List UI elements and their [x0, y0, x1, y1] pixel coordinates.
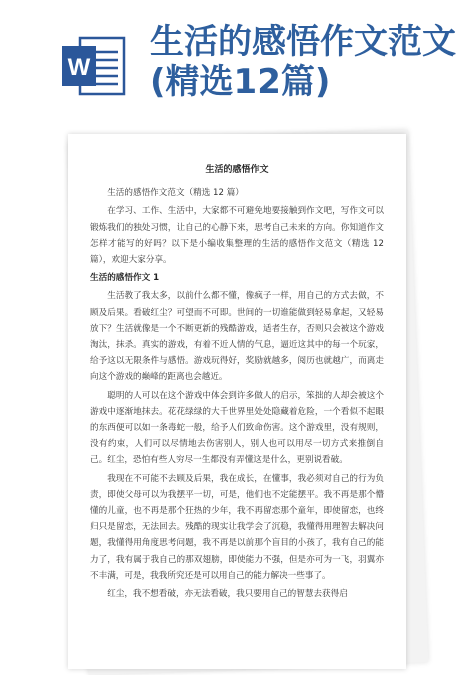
document-subtitle: 生活的感悟作文范文（精选 12 篇）	[107, 188, 244, 199]
banner-title: 生活的感悟作文范文(精选12篇)	[150, 22, 456, 102]
intro-paragraph: 在学习、工作、生活中，大家都不可避免地要接触到作文吧，写作文可以锻炼我们的独处习惯，让自己的心静下来，思考自己未来的方向。你知道作文怎样才能写的好吗？以下是小编收集整理的生活的感悟作文范文（精选 12 篇），欢迎大家分享。	[90, 206, 384, 266]
document-page	[68, 134, 406, 669]
document-body	[90, 162, 384, 604]
body-paragraph: 我现在不可能不去顾及后果，我在成长，在懂事，我必须对自己的行为负责，即使父母可以为我摆平一切，可是，他们也不定能摆平。我不再是那个懵懂的儿童，也不再是那个狂热的少年，我不再留恋那个童年，即使留恋，也终归只是留恋，无法回去。残酷的现实让我学会了沉稳，我懂得用理智去解决问题，我懂得用角度思考问题，我不再是以前那个盲目的小孩了，我有自己的能力了，我有属于我自己的那双翅膀，即使能力不强，但是亦可为一飞，羽翼亦不丰满，可是，我我所究还是可以用自己的能力解决一些事了。	[90, 473, 384, 581]
body-paragraph: 生活教了我太多，以前什么都不懂，像疯子一样，用自己的方式去做，不顾及后果。看破红尘？可望而不可即。世间的一切谁能做到轻易拿起，又轻易放下？生活就像是一个不断更新的残酷游戏，适者生存，否则只会被这个游戏淘汰，抹杀。真实的游戏，有着不近人情的气息，逼近这其中的每一个玩家，给予这以无限条件与感悟。游戏玩得好，奖励就越多，阅历也就越广，而离走向这个游戏的巅峰的距离也会越近。	[90, 291, 384, 383]
body-paragraph: 聪明的人可以在这个游戏中体会到许多做人的启示，笨拙的人却会被这个游戏中逐渐地抹去。花花绿绿的大千世界里处处隐藏着危险，一个看似不起眼的东西便可以如一条毒蛇一般，给予人们致命伤害。这个游戏里，没有规则，没有约束，人们可以尽情地去伤害别人，别人也可以用尽一切方式来推倒自己。红尘，恐怕有些人穷尽一生都没有弄懂这是什么，更别说看破。	[90, 390, 384, 466]
header-banner	[0, 0, 474, 120]
section-heading: 生活的感悟作文 1	[90, 273, 160, 284]
document-title: 生活的感悟作文	[205, 165, 269, 175]
word-icon	[60, 34, 126, 98]
svg-text:W: W	[67, 54, 91, 81]
body-paragraph: 红尘，我不想看破，亦无法看破，我只要用自己的智慧去获得启	[107, 589, 348, 600]
